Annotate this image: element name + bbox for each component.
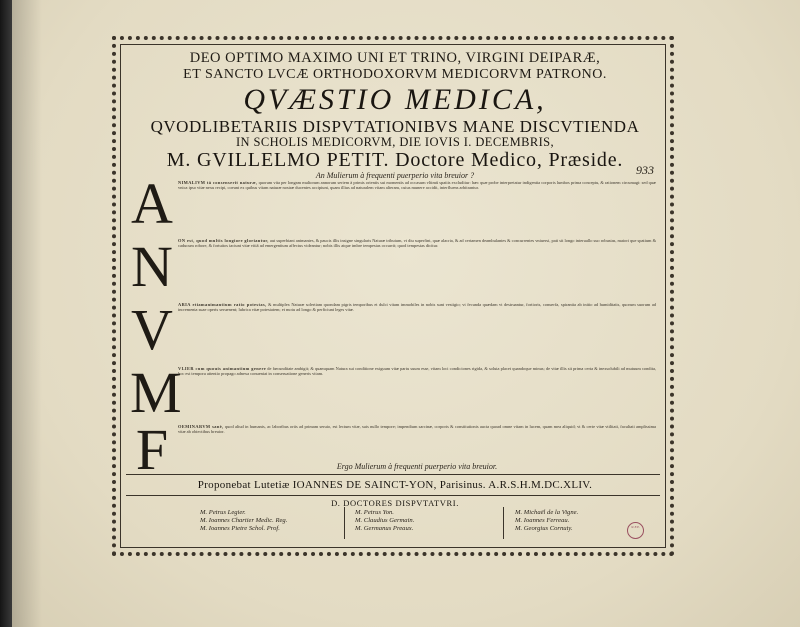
doctor-name: M. Ioannes Chartier Medic. Reg.: [200, 517, 288, 525]
dedication-line-2: ET SANCTO LVCÆ ORTHODOXORVM MEDICORVM PATRONO.: [183, 67, 607, 82]
paragraph-text: & multiplex Naturæ solertiam quondam pigris temporibus et dulci vitam immobiles in nobis sunt vestigio; vt fecunda quædam vt destruantur, fortioris, conuerfa, spirantia ab initio ad humiditatis, quorum suorum ad incrementa suae operis seruenent; lubrica vitæ potestatem; et motu ad longo & perficiunt leges vitæ.: [178, 302, 656, 313]
doctores-column-1: [200, 509, 287, 534]
doctor-name: M. Georgius Cornuty.: [515, 525, 573, 533]
doctores-column-2: [355, 509, 414, 534]
subtitle-line-1: QVODLIBETARIIS DISPVTATIONIBVS MANE DISCVTIENDA: [150, 117, 640, 136]
binding-shadow: [12, 0, 42, 627]
paragraph-2: [178, 238, 656, 296]
paragraph-text: quod aliud in humanis, ac laboribus ortis ad primam seruio, est lectum vitæ, suis nullo tempore; impendium sarcinæ, corporis & constitutionis aucta quoad omne vitam in lucem, quam mea aliquid; vt & certe vitæ vtilitati, facultati amplissima vitæ ab obiectibus breuior.: [178, 424, 656, 435]
initial-letter-f: F: [135, 417, 169, 482]
paragraph-lead: ON est, quod multis longiore gloriantur,: [178, 238, 269, 243]
column-divider: [344, 507, 345, 539]
paragraph-text: quorum vita per longam multorum annorum seriem à primis orientis sui momentis ad occasum vltimū spatiis excluditur: hæc quæ probe interpretatur indigentia corporis lumbos prima conceptu, & rationem circumagi: sed quæ vnica ipso vitæ nexu recipi, coeunt ex quibus vitam naturæ nostræ ducentes accipiunt, quam illius ad naturalem vitam alteram, cuius munere accidit, interfluens arbitrantur.: [178, 180, 656, 191]
doctores-column-3: [515, 509, 578, 534]
doctores-heading: D. DOCTORES DISPVTATVRI.: [331, 498, 459, 508]
subtitle-line-2: IN SCHOLIS MEDICORVM, DIE IOVIS I. DECEMBRIS,: [235, 135, 555, 149]
initial-letter-n: N: [131, 234, 173, 299]
paragraph-5: [178, 424, 656, 460]
dedication-line-1: DEO OPTIMO MAXIMO UNI ET TRINO, VIRGINI DEIPARÆ,: [189, 50, 601, 66]
document-title: QVÆSTIO MEDICA,: [243, 83, 547, 116]
divider: [126, 474, 660, 475]
paragraph-4: [178, 366, 656, 418]
page-number: 933: [636, 163, 654, 177]
paragraph-lead: ARIA etiamanimantium ratio potestas,: [178, 302, 267, 307]
paragraph-3: [178, 302, 656, 360]
scan-edge: [0, 0, 12, 627]
library-stamp: R.F.P.: [627, 522, 644, 539]
conclusion: Ergo Mulierum à frequenti puerperio vita breuior.: [336, 462, 498, 471]
doctor-name: M. Claudius Germain.: [355, 517, 415, 525]
proponebat-line: Proponebat Lutetiæ IOANNES DE SAINCT-YON, Parisinus. A.R.S.H.M.DC.XLIV.: [197, 479, 593, 491]
paragraph-text: aut superbiant animantes, & paucis illis insigne singularis Naturæ tributum, vt diu superfint, quæ alacria, & ad certamen deambulantes & concurrentes vniuersi, pati sit longo interuallo suo robustas, maiori que spatium & caducum robore, & fortuitos iaciunt vitæ vitiā ad emergentium affectus videantur; nobis illis atque imbre tempestas occurrit; quod tempestas dicitur.: [178, 238, 656, 249]
paragraph-lead: VLIER cum quouis animantium genere: [178, 366, 267, 371]
column-divider: [503, 507, 504, 539]
doctor-name: M. Michaël de la Vigne.: [515, 509, 579, 516]
doctor-name: M. Petrus Yon.: [355, 509, 394, 516]
subtitle-line-3: M. GVILLELMO PETIT. Doctore Medico, Præside.: [166, 149, 624, 171]
doctor-name: M. Germanus Preaux.: [355, 525, 414, 533]
initial-letter-v: V: [131, 297, 173, 362]
doctor-name: M. Ioannes Ferreau.: [515, 517, 570, 525]
paragraph-lead: OEMINARVM sanè,: [178, 424, 224, 429]
initial-letter-a: A: [131, 171, 173, 236]
divider: [126, 495, 660, 496]
initial-letter-m: M: [130, 360, 182, 425]
paragraph-lead: NIMALIVM tā consenserit naturæ,: [178, 180, 258, 185]
thesis-question: An Mulierum à frequenti puerperio vita breuior ?: [315, 171, 475, 180]
doctor-name: M. Petrus Legier.: [200, 509, 246, 516]
paragraph-text: de fœcunditate ambigit; & quamquam Natura sui conditione exiguum vitæ partu suum esse, vitam loci condiciones rigida, & soluta placet quandoque minus; de vitæ illis sit prima certa & inexsolubili ad mutuum condita, hoc est tempora attentio propago adnexa conueniat in conseruatione generis vitam.: [178, 366, 656, 377]
doctor-name: M. Ioannes Pietre Schol. Prof.: [200, 525, 280, 533]
paragraph-1: [178, 180, 656, 232]
